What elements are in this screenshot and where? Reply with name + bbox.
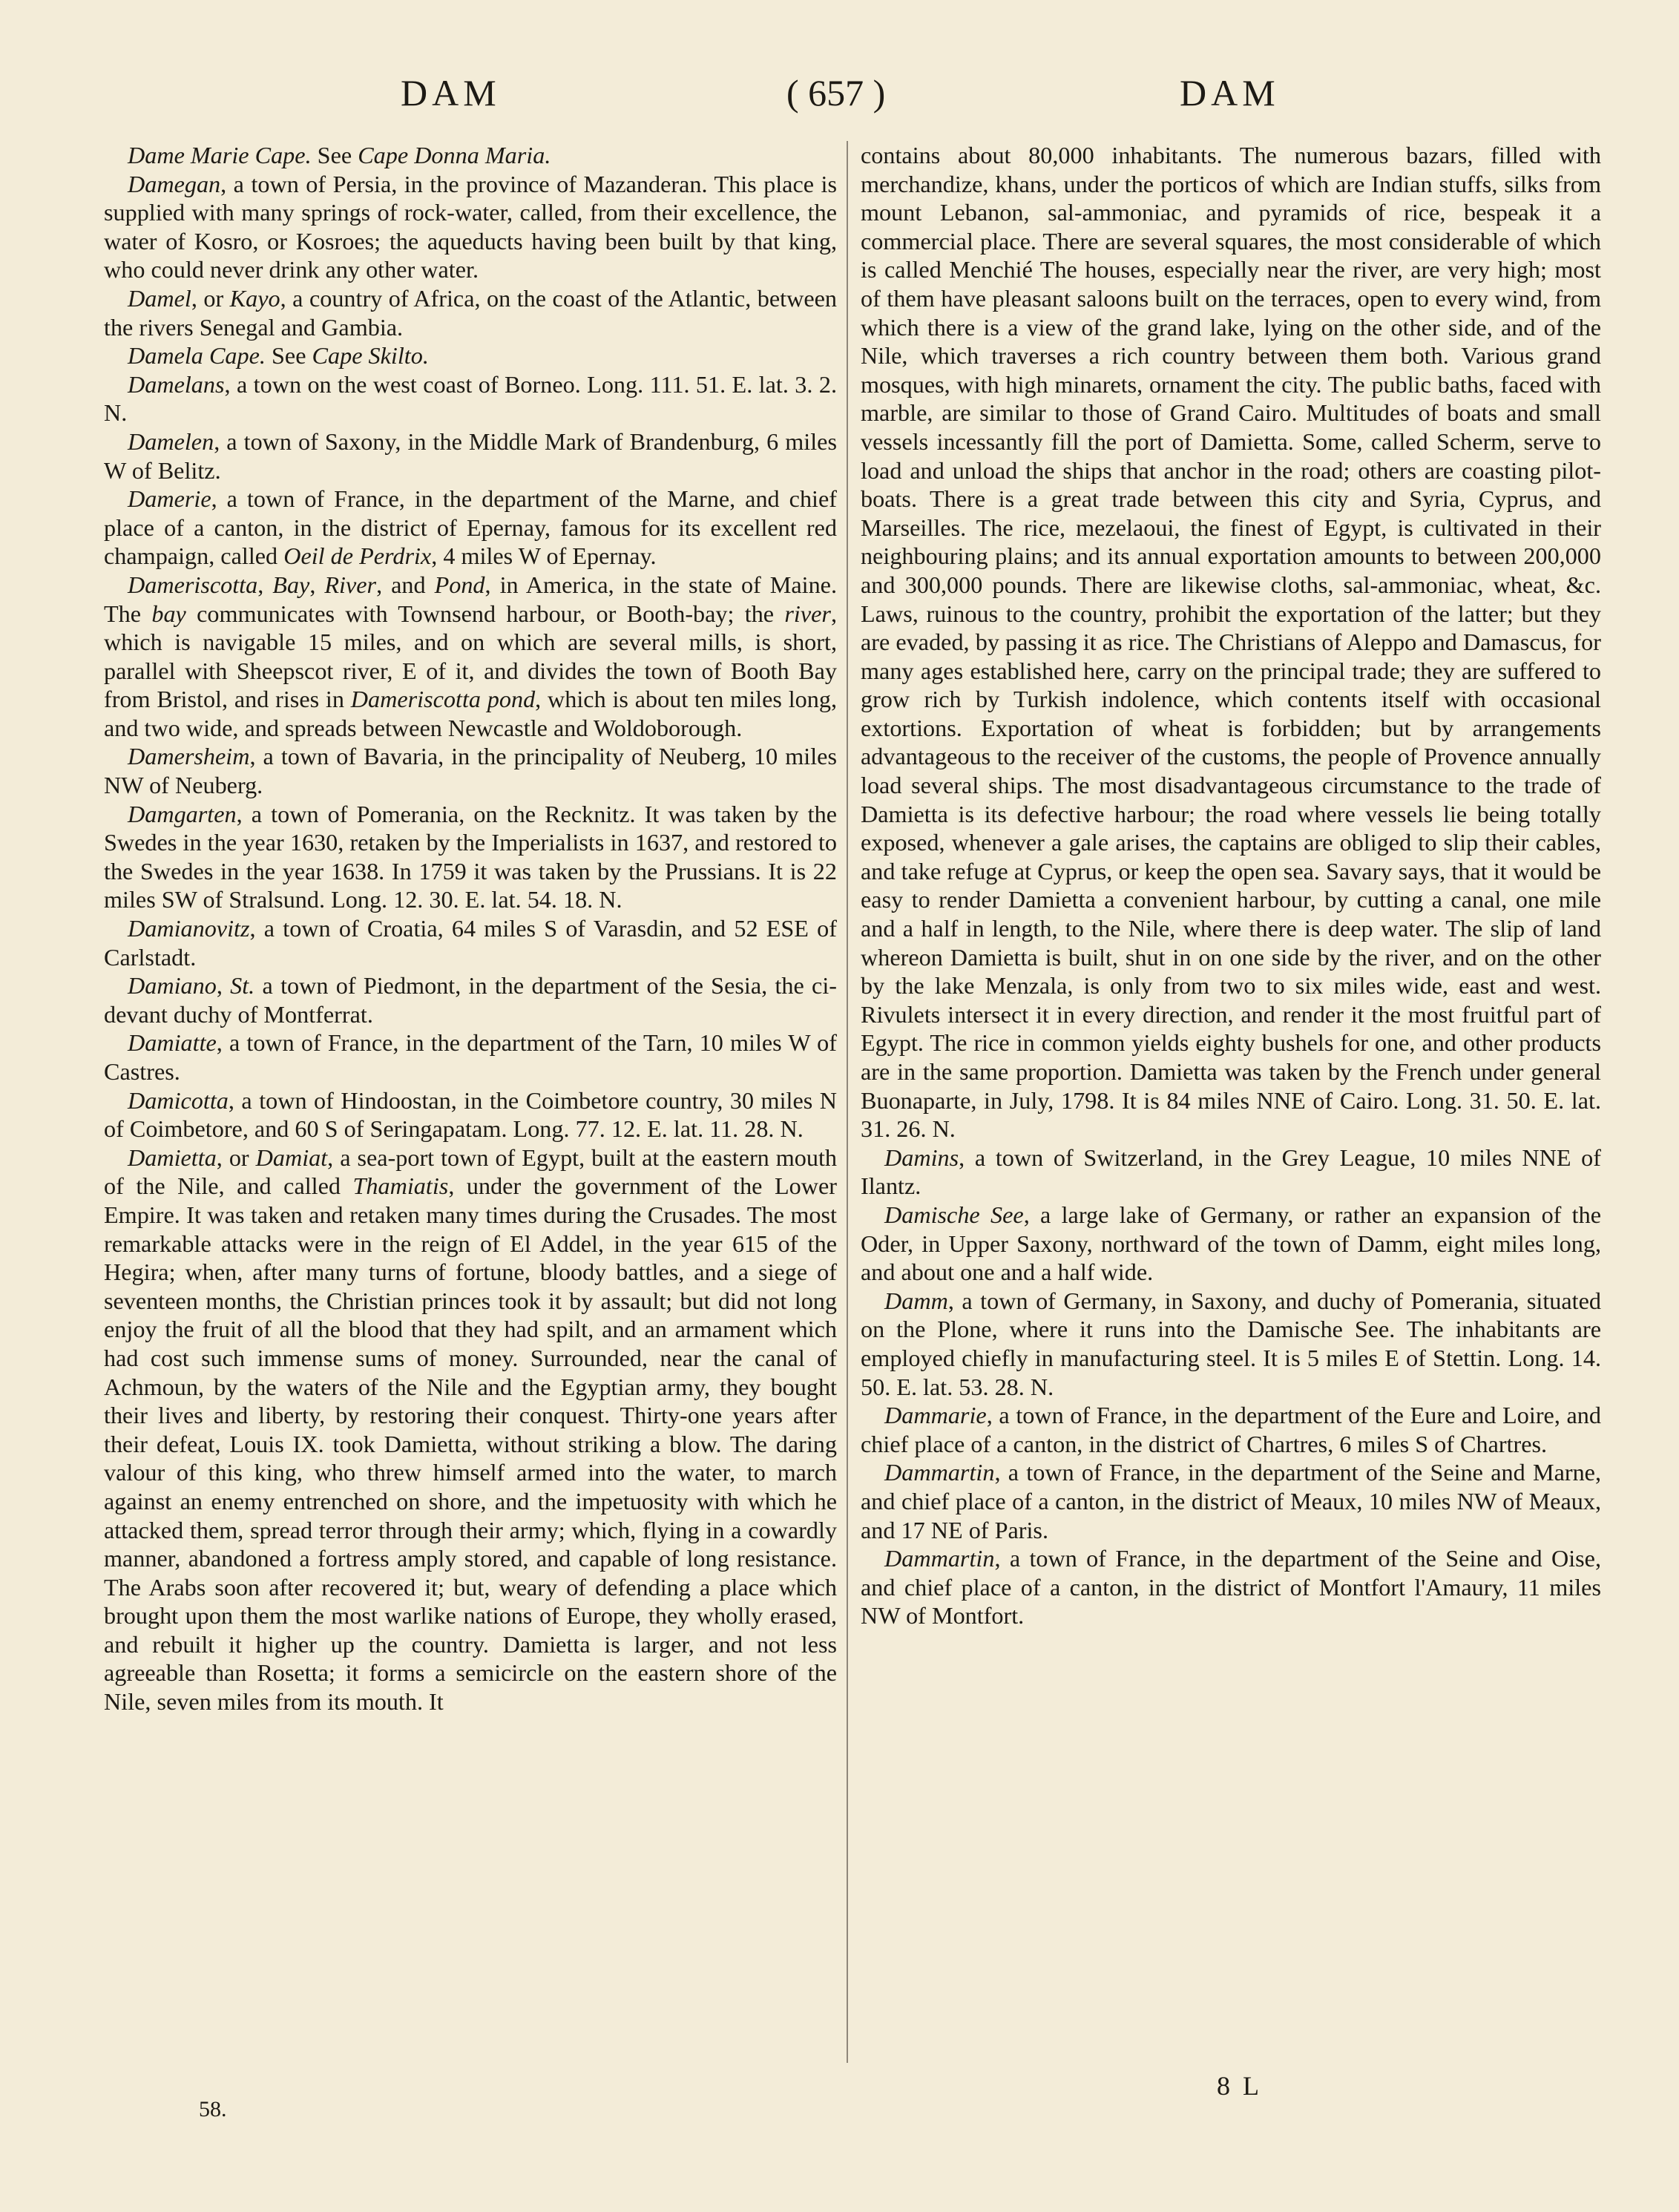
gazetteer-entry (861, 1143, 1601, 1201)
gazetteer-entry (104, 742, 837, 799)
entry-text: , or (216, 1143, 256, 1171)
gazetteer-entry (104, 1028, 837, 1086)
gazetteer-entry (861, 141, 1601, 1143)
entry-text: , a large lake of Germany, or rather an expansion of the Oder, in Upper Saxony, northward of the town of Damm, eight miles long, and about one and a half wide. (861, 1201, 1601, 1286)
entry-text: , or (191, 284, 230, 312)
entry-text: , a town of France, in the department of the Seine and Marne, and chief place of a canton, in the district of Meaux, 10 miles NW of Meaux, and 17 NE of Paris. (861, 1459, 1601, 1543)
gazetteer-entry (104, 170, 837, 284)
entry-text: , a town of Germany, in Saxony, and duchy of Pomerania, situated on the Plone, where it runs into the Damische See. The inhabitants are employed chiefly in manufacturing steel. It is 5 miles E of Stettin. Long. 14. 50. E. lat. 53. 28. N. (861, 1287, 1601, 1400)
gazetteer-entry (104, 485, 837, 571)
entry-italic: Cape Donna Maria. (358, 142, 551, 168)
right-column (861, 141, 1601, 1630)
entry-text: contains about 80,000 inhabitants. The numerous bazars, filled with merchandize, khans, under the porticos of which are Indian stuffs, silks from mount Lebanon, sal-ammoniac, and pyramids of rice, bespeak it a commercial place. There are several squares, the most considerable of which is called Menchié The houses, especially near the river, are very high; most of them have pleasant saloons built on the terraces, open to every wind, from which there is a view of the grand lake, lying on the other side, and of the Nile, which traverses a rich country between them both. Various grand mosques, with high minarets, ornament the city. The public baths, faced with marble, are similar to those of Grand Cairo. Multitudes of boats and small vessels incessantly fill the port of Damietta. Some, called Scherm, serve to load and unload the ships that anchor in the road; others are coasting pilot-boats. There is a great trade between this city and Syria, Cyprus, and Marseilles. The rice, mezelaoui, the finest of Egypt, is cultivated in their neighbouring plains; and its annual exportation amounts to between 200,000 and 300,000 pounds. There are likewise cloths, sal-ammoniac, wheat, &c. Laws, ruinous to the country, prohibit the exportation of the latter; but they are evaded, by passing it as rice. The Christians of Aleppo and Damascus, for many ages established here, carry on the principal trade; they are suffered to grow rich by Turkish indolence, which contents itself with occasional extortions. Exportation of wheat is forbidden; but by arrangements advantageous to the receiver of the customs, the people of Provence annually load several ships. The most disadvantageous circumstance to the trade of Damietta is its defective harbour; the road where vessels lie being totally exposed, whenever a gale arises, the captains are obliged to slip their cables, and take refuge at Cyprus, or keep the open sea. Savary says, that it would be easy to render Damietta a convenient harbour, by cutting a canal, one mile and a half in length, to the Nile, where there is deep water. The slip of land whereon Damietta is built, shut in on one side by the river, and on the other by the lake Menzala, is only from two to six miles wide, east and west. Rivulets intersect it in every direction, and render it the most fruitful part of Egypt. The rice in common yields eighty bushels for one, and other products are in the same proportion. Damietta was taken by the French under general Buonaparte, in July, 1798. It is 84 miles NNE of Cairo. Long. 31. 50. E. lat. 31. 26. N. (861, 142, 1601, 1143)
entry-headword: Damgarten (128, 800, 237, 827)
entry-italic: Pond (434, 571, 485, 598)
entry-italic: Oeil de Perdrix (283, 542, 432, 570)
gazetteer-entry (104, 571, 837, 743)
entry-italic: Cape Skilto. (312, 342, 429, 370)
entry-text: , a town of France, in the department of the Seine and Oise, and chief place of a canton, in the district of Montfort l'Amaury, 11 miles NW of Montfort. (861, 1545, 1601, 1630)
entry-italic: Damiat (255, 1143, 328, 1171)
entry-italic: River (324, 571, 377, 598)
entry-headword: Damelen (128, 427, 214, 455)
entry-text: communicates with Townsend harbour, or Booth-bay; the (185, 600, 785, 627)
gazetteer-entry (861, 1201, 1601, 1287)
gazetteer-entry (861, 1287, 1601, 1401)
entry-headword: Damelans (128, 370, 225, 398)
entry-italic: Dameriscotta pond (350, 686, 536, 713)
signature-mark-right: 8 L (1217, 2071, 1262, 2101)
column-divider (847, 141, 848, 2063)
header-left-word: DAM (401, 72, 501, 114)
entry-italic: river (784, 600, 831, 627)
entry-italic: St. (230, 972, 255, 1000)
entry-text: , a country of Africa, on the coast of the Atlantic, between the rivers Senegal and Gambia. (104, 284, 838, 341)
entry-headword: Damietta (128, 1143, 217, 1171)
gazetteer-entry (104, 370, 837, 427)
gazetteer-entry (104, 341, 837, 370)
entry-text: a town of Piedmont, in the department of the Sesia, the ci-devant duchy of Montferrat. (104, 972, 837, 1028)
gazetteer-entry (104, 427, 837, 485)
entry-text: , which is about ten miles long, and two wide, and spreads between Newcastle and Woldoborough. (104, 686, 837, 741)
gazetteer-entry (104, 971, 837, 1028)
entry-headword: Dammartin (884, 1459, 995, 1486)
entry-text: , under the government of the Lower Empire. It was taken and retaken many times during the Crusades. The most remarkable attacks were in the reign of El Addel, in the year 615 of the Hegira; when, after many turns of fortune, bloody battles, and a siege of seventeen months, the Christian princes took it by assault; but did not long enjoy the fruit of all the blood that they had spilt, and an armament which had cost such immense sums of money. Surrounded, near the canal of Achmoun, by the waters of the Nile and the Egyptian army, they bought their lives and liberty, by restoring their conquest. Thirty-one years after their defeat, Louis IX. took Damietta, without striking a blow. The daring valour of this king, who threw himself armed into the water, to march against an enemy entrenched on shore, and the impetuosity with which he attacked them, spread terror through their army; which, flying in a cowardly manner, abandoned a fortress amply stored, and capable of long resistance. The Arabs soon after recovered it; but, weary of defending a place which brought upon them the most warlike nations of Europe, they wholly erased, and rebuilt it higher up the country. Damietta is larger, and not less agreeable than Rosetta; it forms a semicircle on the eastern shore of the Nile, seven miles from its mouth. It (104, 1172, 837, 1716)
entry-headword: Dammartin (884, 1545, 995, 1572)
entry-text: , a town of Bavaria, in the principality of Neuberg, 10 miles NW of Neuberg. (104, 743, 837, 799)
entry-headword: Damiano (128, 972, 217, 1000)
entry-text: , a town of Croatia, 64 miles S of Varasdin, and 52 ESE of Carlstadt. (104, 915, 837, 971)
entry-text: , a town of Pomerania, on the Recknitz. It was taken by the Swedes in the year 1630, retaken by the Imperialists in 1637, and restored to the Swedes in the year 1638. In 1759 it was taken by the Prussians. It is 22 miles SW of Stralsund. Long. 12. 30. E. lat. 54. 18. N. (104, 800, 837, 913)
entry-text: See (311, 142, 358, 168)
entry-headword: Dameriscotta (128, 571, 258, 598)
entry-headword: Damersheim (128, 743, 250, 770)
entry-headword: Damische See (884, 1201, 1024, 1228)
entry-text: See (265, 342, 312, 370)
entry-headword: Damegan (128, 170, 221, 197)
entry-headword: Damins (884, 1143, 959, 1171)
left-column (104, 141, 837, 1716)
page-number: ( 657 ) (786, 72, 886, 114)
running-header (0, 71, 1679, 123)
entry-text: , (309, 571, 325, 598)
gazetteer-entry (104, 141, 837, 170)
gazetteer-entry (104, 800, 837, 914)
gazetteer-entry (104, 1086, 837, 1143)
gazetteer-entry (861, 1458, 1601, 1544)
gazetteer-entry (861, 1544, 1601, 1630)
entry-headword: Damm (884, 1287, 948, 1314)
entry-text: , a town of France, in the department of the Tarn, 10 miles W of Castres. (104, 1029, 837, 1085)
entry-headword: Damel (128, 284, 191, 312)
entry-italic: Bay (272, 571, 310, 598)
entry-headword: Damicotta (128, 1086, 229, 1114)
gazetteer-entry (104, 914, 837, 971)
gazetteer-entry (104, 284, 837, 341)
entry-headword: Damiatte (128, 1029, 217, 1057)
entry-text: , a town of Hindoostan, in the Coimbetore country, 30 miles N of Coimbetore, and 60 S of Seringapatam. Long. 77. 12. E. lat. 11. 28. N. (104, 1086, 837, 1143)
entry-text: , a town of Persia, in the province of Mazanderan. This place is supplied with many springs of rock-water, called, from their excellence, the water of Kosro, or Kosroes; the aqueducts having been built by that king, who could never drink any other water. (104, 170, 837, 283)
signature-mark: 58. (199, 2097, 227, 2121)
entry-italic: bay (151, 600, 186, 627)
entry-text: , a sea-port town of Egypt, built at the eastern mouth of the Nile, and called (104, 1143, 837, 1200)
entry-text: , which is navigable 15 miles, and on which are several mills, is short, parallel with Sheepscot river, E of it, and divides the town of Booth Bay from Bristol, and rises in (104, 600, 838, 713)
entry-italic: Thamiatis (352, 1172, 449, 1200)
entry-italic: Kayo (229, 284, 280, 312)
gazetteer-entry (104, 1143, 837, 1716)
entry-headword: Dame Marie Cape. (128, 142, 312, 168)
entry-text: , 4 miles W of Epernay. (431, 542, 657, 570)
entry-headword: Damela Cape. (128, 342, 266, 370)
entry-text: , in America, in the state of Maine. The (104, 571, 838, 627)
entry-text: , and (376, 571, 435, 598)
entry-text: , a town of Switzerland, in the Grey League, 10 miles NNE of Ilantz. (861, 1143, 1601, 1200)
entry-text: , a town on the west coast of Borneo. Long. 111. 51. E. lat. 3. 2. N. (104, 370, 837, 427)
entry-text: , (216, 972, 231, 1000)
entry-headword: Dammarie (884, 1402, 987, 1429)
entry-text: , (257, 571, 273, 598)
entry-headword: Damerie (128, 485, 211, 513)
entry-headword: Damianovitz (128, 915, 250, 942)
header-right-word: DAM (1180, 72, 1280, 114)
entry-text: , a town of France, in the department of the Eure and Loire, and chief place of a canton, in the district of Chartres, 6 miles S of Chartres. (861, 1402, 1601, 1457)
entry-text: , a town of France, in the department of the Marne, and chief place of a canton, in the district of Epernay, famous for its excellent red champaign, called (104, 485, 837, 570)
entry-text: , a town of Saxony, in the Middle Mark of Brandenburg, 6 miles W of Belitz. (104, 427, 837, 484)
gazetteer-entry (861, 1401, 1601, 1458)
